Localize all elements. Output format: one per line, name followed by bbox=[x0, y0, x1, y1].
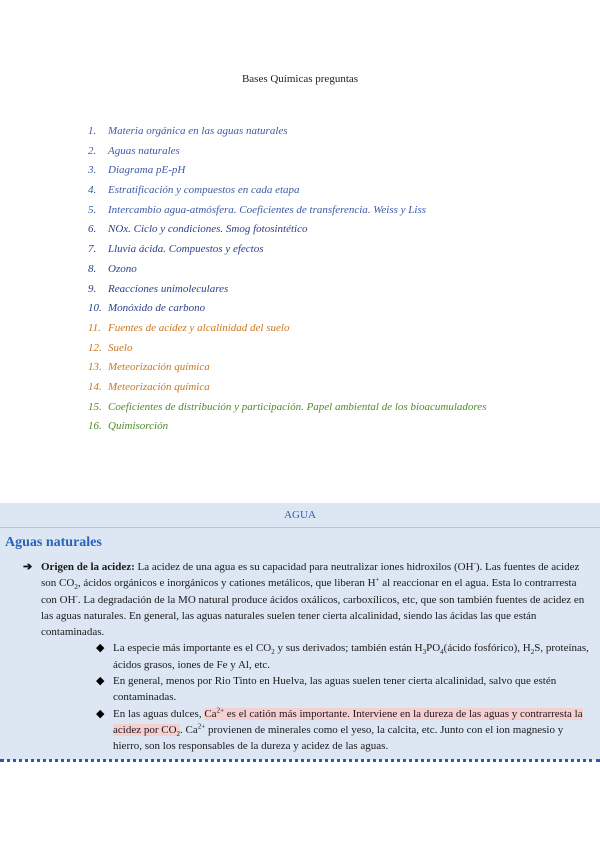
subscript: 4 bbox=[440, 648, 444, 657]
toc-item-number: 1. bbox=[88, 125, 97, 137]
toc-item[interactable] bbox=[88, 358, 588, 378]
toc-item-label: Diagrama pE-pH bbox=[108, 164, 186, 177]
toc-item[interactable] bbox=[88, 142, 588, 162]
subscript: 2 bbox=[530, 648, 535, 657]
toc-item[interactable] bbox=[88, 260, 588, 280]
bullet-text: y sus derivados; también están H bbox=[274, 642, 423, 655]
list-item bbox=[96, 706, 592, 755]
superscript: 2+ bbox=[216, 706, 225, 715]
toc-item-label: Estratificación y compuestos en cada etapa bbox=[108, 184, 300, 197]
subscript: 3 bbox=[422, 648, 427, 657]
toc-item-label: Ozono bbox=[108, 262, 137, 275]
toc-item-number: 16. bbox=[88, 420, 102, 433]
subscript: 2 bbox=[74, 583, 78, 592]
toc-item-number: 8. bbox=[88, 262, 97, 275]
section-subheading: Aguas naturales bbox=[5, 535, 102, 550]
toc-item-label: Quimisorción bbox=[108, 420, 169, 433]
toc-item-label: Reacciones unimoleculares bbox=[108, 282, 229, 295]
toc-item-number: 6. bbox=[88, 223, 97, 236]
superscript: - bbox=[473, 559, 476, 568]
toc-item[interactable] bbox=[88, 339, 588, 359]
toc-item[interactable] bbox=[88, 417, 588, 437]
toc-item-label: Intercambio agua-atmósfera. Coeficientes de transferencia. Weiss y Liss bbox=[108, 203, 427, 216]
toc-item-label: Coeficientes de distribución y participación. Papel ambiental de los bioacumuladores bbox=[108, 400, 487, 413]
toc-item-number: 12. bbox=[88, 341, 102, 354]
toc-item-number: 11. bbox=[88, 321, 101, 334]
superscript: 2+ bbox=[197, 722, 206, 731]
bullet-text: (ácido fosfórico), H bbox=[443, 642, 531, 655]
toc-item-number: 10. bbox=[88, 302, 102, 315]
bullet-text: Ca bbox=[204, 707, 217, 720]
origin-paragraph bbox=[23, 559, 590, 640]
bullet-text: provienen de minerales como el yeso, la calcita, etc. Junto con el ion magnesio y hierro, son los responsables de la dureza y acidez de las aguas. bbox=[113, 723, 564, 753]
toc-item[interactable] bbox=[88, 181, 588, 201]
arrow-icon: ➔ bbox=[23, 561, 33, 573]
diamond-bullet-icon: ◆ bbox=[96, 707, 105, 720]
toc-item[interactable] bbox=[88, 299, 588, 319]
toc-item-label: NOx. Ciclo y condiciones. Smog fotosintético bbox=[108, 223, 308, 236]
toc-item-label: Aguas naturales bbox=[108, 144, 180, 157]
toc-item-number: 7. bbox=[88, 243, 97, 256]
origin-text: al reaccionar en el agua. Esta lo contrarresta con OH bbox=[41, 577, 577, 606]
agua-section bbox=[0, 503, 600, 760]
table-of-contents bbox=[88, 122, 588, 437]
bullet-text: En las aguas dulces, bbox=[113, 707, 205, 720]
toc-item-label: Meteorización química bbox=[108, 380, 210, 393]
toc-item-number: 14. bbox=[88, 380, 102, 393]
bullet-text: S, proteínas, ácidos grasos, iones de Fe y Al, etc. bbox=[113, 642, 589, 671]
toc-item[interactable] bbox=[88, 398, 588, 418]
diamond-bullet-icon: ◆ bbox=[96, 642, 105, 655]
bullet-text: La especie más importante es el CO bbox=[113, 642, 272, 655]
document-title: Bases Químicas preguntas bbox=[241, 73, 359, 85]
toc-item-label: Fuentes de acidez y alcalinidad del suelo bbox=[108, 321, 290, 334]
origin-text: La acidez de una agua es su capacidad para neutralizar iones hidroxilos (OH bbox=[134, 561, 474, 573]
list-item bbox=[96, 640, 592, 673]
toc-item-number: 5. bbox=[88, 203, 97, 216]
toc-item[interactable] bbox=[88, 122, 588, 142]
bullet-text: En general, menos por Rio Tinto en Huelva, las aguas suelen tener cierta alcalinidad, salvo que estén contaminadas. bbox=[113, 675, 557, 704]
toc-item-number: 15. bbox=[88, 400, 102, 413]
section-header: AGUA bbox=[0, 503, 600, 528]
toc-item[interactable] bbox=[88, 319, 588, 339]
subscript: 2 bbox=[176, 730, 181, 739]
toc-item-label: Meteorización química bbox=[108, 361, 210, 374]
origin-label: Origen de la acidez: bbox=[41, 561, 135, 573]
toc-item-label: Lluvia ácida. Compuestos y efectos bbox=[108, 243, 264, 256]
toc-item-label: Monóxido de carbono bbox=[108, 302, 206, 315]
bullet-text: PO bbox=[426, 642, 441, 655]
origin-text: ). Las fuentes de acidez son CO bbox=[41, 561, 580, 590]
toc-item-label: Suelo bbox=[108, 341, 133, 354]
toc-item[interactable] bbox=[88, 378, 588, 398]
toc-item-number: 3. bbox=[88, 164, 97, 177]
origin-text: . La degradación de la MO natural produce ácidos oxálicos, carboxílicos, etc, que son también fuentes de acidez en las aguas naturales. En general, las aguas naturales suelen tener cierta alcalinidad, siendo las ácidas las que están contaminadas. bbox=[41, 593, 585, 639]
dotted-divider bbox=[0, 759, 600, 762]
toc-item[interactable] bbox=[88, 161, 588, 181]
superscript: + bbox=[375, 575, 380, 584]
toc-item[interactable] bbox=[88, 201, 588, 221]
bullet-text: es el catión más importante. Interviene en la dureza de las aguas y contrarresta la acidez por CO bbox=[113, 707, 583, 736]
toc-item-number: 9. bbox=[88, 282, 97, 295]
toc-item[interactable] bbox=[88, 240, 588, 260]
toc-item-number: 4. bbox=[88, 184, 97, 197]
toc-item-number: 13. bbox=[88, 361, 102, 374]
list-item bbox=[96, 673, 592, 706]
superscript: - bbox=[75, 591, 78, 600]
origin-text: , ácidos orgánicos e inorgánicos y cationes metálicos, que liberan H bbox=[77, 577, 376, 590]
toc-item-label: Materia orgánica en las aguas naturales bbox=[108, 125, 288, 137]
diamond-bullet-icon: ◆ bbox=[96, 675, 105, 688]
toc-item[interactable] bbox=[88, 280, 588, 300]
bullet-list bbox=[96, 640, 592, 754]
toc-item[interactable] bbox=[88, 220, 588, 240]
toc-item-number: 2. bbox=[88, 144, 97, 157]
subscript: 2 bbox=[271, 648, 275, 657]
bullet-text: . Ca bbox=[180, 723, 198, 736]
